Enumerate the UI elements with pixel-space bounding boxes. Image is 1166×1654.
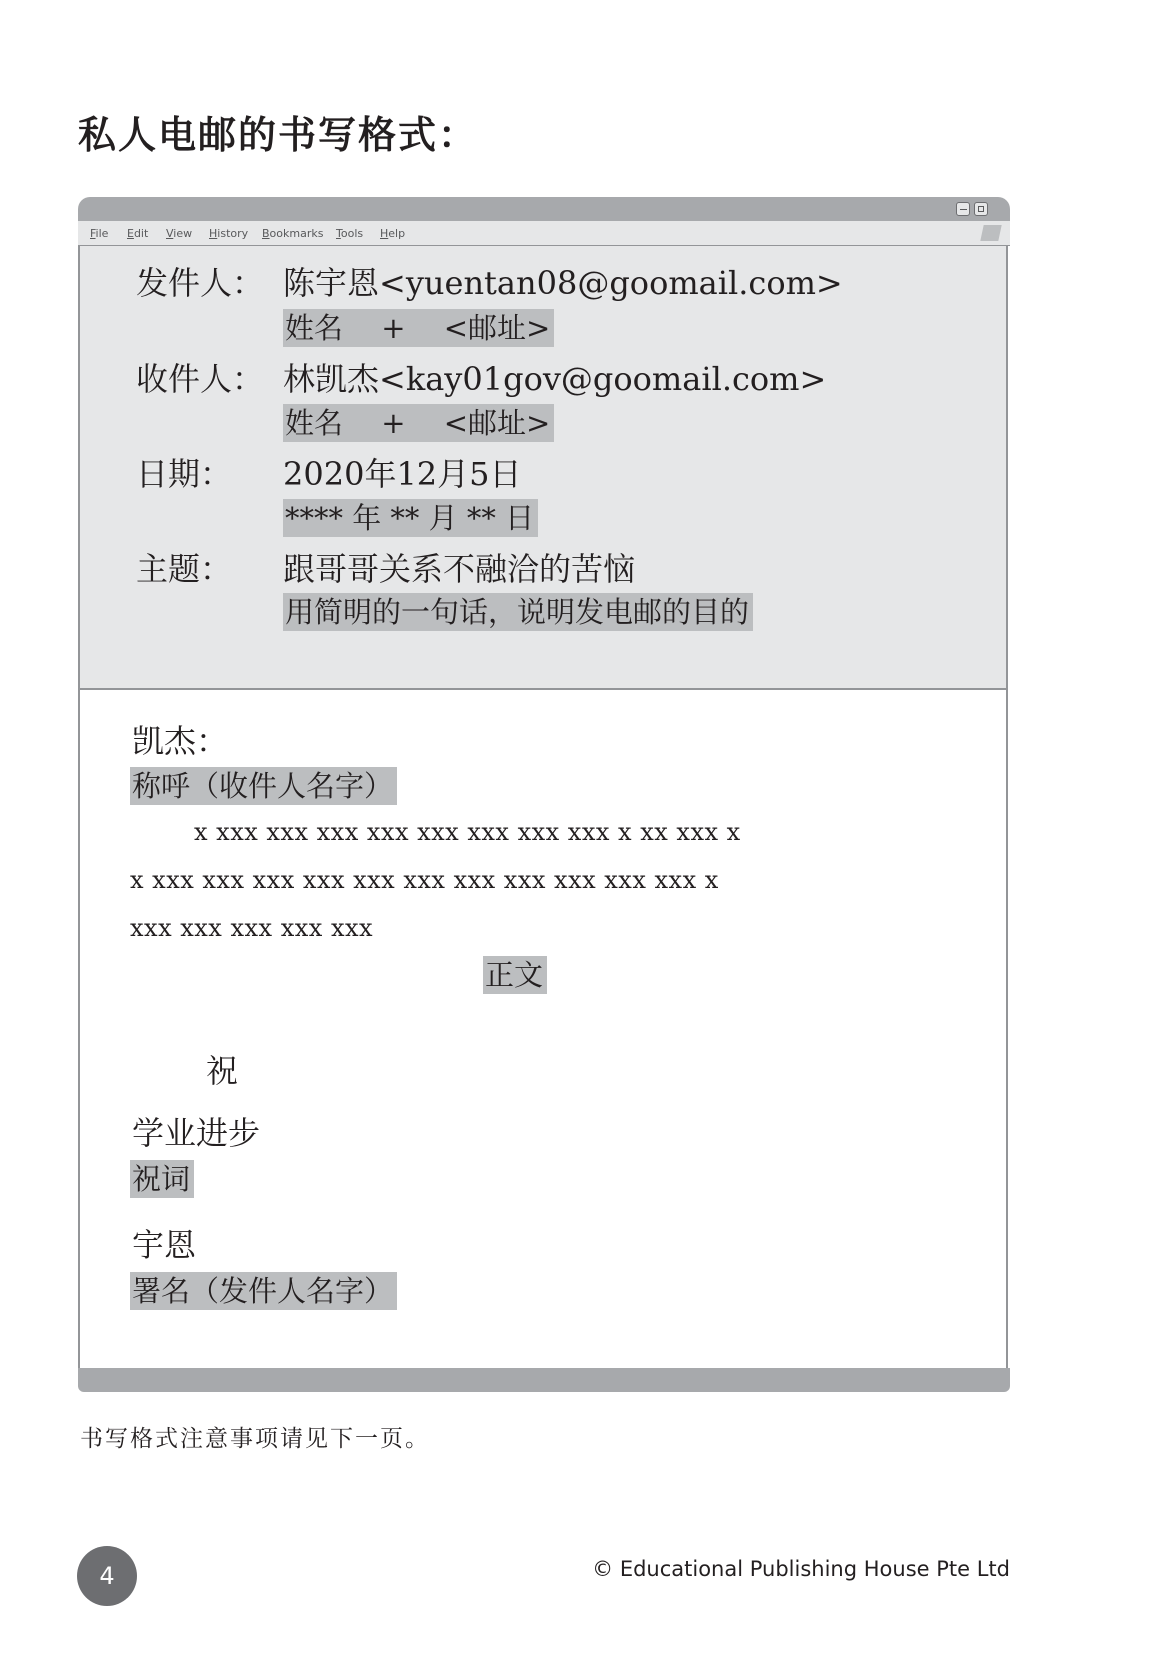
subject-note: 用简明的一句话，说明发电邮的目的: [283, 593, 753, 631]
salutation: 凯杰：: [132, 722, 229, 760]
sender-note: 姓名 + <邮址>: [283, 309, 554, 347]
body-note: 正文: [483, 956, 547, 994]
salutation-note: 称呼（收件人名字）: [130, 767, 397, 805]
wish-phrase: 学业进步: [132, 1114, 261, 1152]
date-note: **** 年 ** 月 ** 日: [283, 499, 538, 537]
date-label: 日期：: [136, 455, 233, 493]
body-text-line: x xxx xxx xxx xxx xxx xxx xxx xxx x xx xxx x: [194, 818, 741, 846]
menu-edit[interactable]: Edit: [127, 227, 149, 240]
recipient-value: 林凯杰<kay01gov@goomail.com>: [283, 360, 827, 398]
signature-note: 署名（发件人名字）: [130, 1272, 397, 1310]
footnote: 书写格式注意事项请见下一页。: [80, 1426, 430, 1452]
body-text-line: xxx xxx xxx xxx xxx: [130, 914, 374, 942]
email-body-panel: [78, 690, 1008, 1368]
sender-label: 发件人：: [136, 264, 265, 302]
sender-value: 陈宇恩<yuentan08@goomail.com>: [283, 264, 843, 302]
page-number: 4: [77, 1546, 137, 1606]
date-value: 2020年12月5日: [283, 455, 522, 493]
subject-label: 主题：: [136, 550, 233, 588]
window-titlebar: [78, 197, 1010, 221]
window-statusbar: [78, 1368, 1010, 1392]
email-header-panel: [78, 246, 1008, 690]
menu-help[interactable]: Help: [380, 227, 406, 240]
maximize-icon[interactable]: [974, 202, 988, 216]
recipient-label: 收件人：: [136, 360, 265, 398]
recipient-note: 姓名 + <邮址>: [283, 404, 554, 442]
menu-bookmarks[interactable]: Bookmarks: [262, 227, 324, 240]
menu-history[interactable]: History: [209, 227, 249, 240]
browser-logo-icon: [980, 225, 1001, 241]
signature: 宇恩: [132, 1226, 197, 1264]
menu-view[interactable]: View: [166, 227, 193, 240]
body-text-line: x xxx xxx xxx xxx xxx xxx xxx xxx xxx xxx xxx x: [130, 866, 719, 894]
wish-note: 祝词: [130, 1160, 194, 1198]
minimize-icon[interactable]: [956, 202, 970, 216]
subject-value: 跟哥哥关系不融洽的苦恼: [283, 550, 636, 588]
menu-file[interactable]: File: [90, 227, 109, 240]
copyright: © Educational Publishing House Pte Ltd: [592, 1557, 1010, 1581]
page-title: 私人电邮的书写格式：: [78, 113, 479, 157]
email-window: [78, 197, 1010, 1397]
menu-bar: [78, 221, 1010, 246]
menu-tools[interactable]: Tools: [336, 227, 364, 240]
closing-wish: 祝: [206, 1052, 239, 1090]
